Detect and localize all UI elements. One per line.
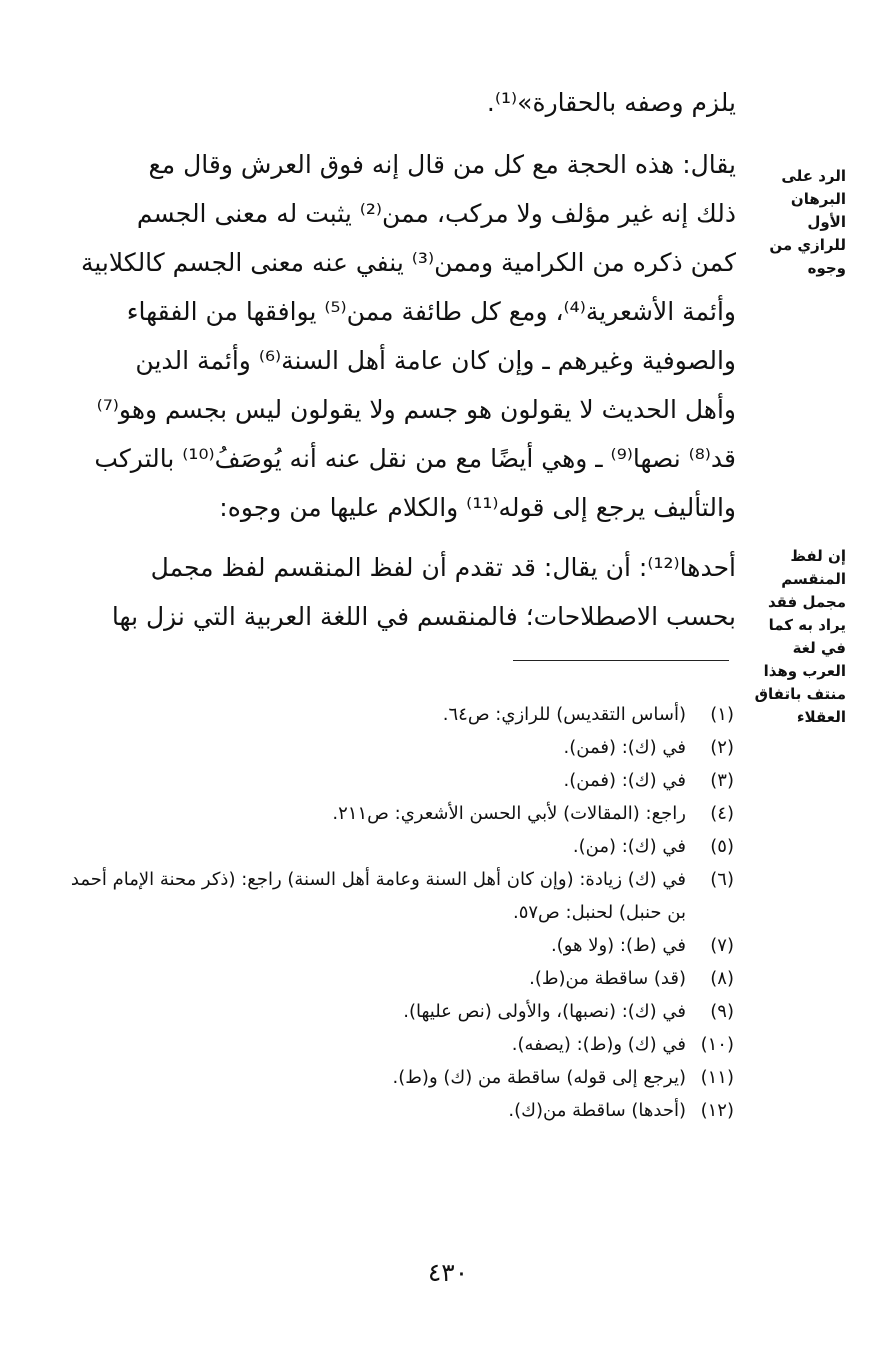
- footnote-text: (أحدها) ساقطة من(ك).: [508, 1100, 686, 1121]
- footnote-text: في (ط): (ولا هو).: [550, 935, 686, 956]
- text-line: يلزم وصفه بالحقارة»⁽¹⁾.: [486, 88, 736, 117]
- footnote-text: في (ك) زيادة: (وإن كان أهل السنة وعامة أهل السنة) راجع: (ذكر محنة الإمام أحمد بن حنبل) لحنبل: ص٥٧.: [70, 869, 686, 923]
- footnote-item: [58, 797, 734, 830]
- footnote-text: في (ك) و(ط): (يصفه).: [511, 1034, 686, 1055]
- footnote-item: [58, 962, 734, 995]
- footnote-text: في (ك): (نصبها)، والأولى (نص عليها).: [403, 1001, 686, 1022]
- footnote-item: [58, 731, 734, 764]
- text-line: والتأليف يرجع إلى قوله⁽¹¹⁾ والكلام عليها من وجوه:: [219, 493, 736, 522]
- footnote-item: [58, 1061, 734, 1094]
- text-line: كمن ذكره من الكرامية وممن⁽³⁾ ينفي عنه معنى الجسم كالكلابية: [80, 248, 736, 277]
- footnote-text: في (ك): (من).: [572, 836, 686, 857]
- main-text-opening-line: [66, 78, 736, 127]
- footnote-text: في (ك): (فمن).: [563, 737, 686, 758]
- margin-note-line: الرد على: [781, 167, 846, 185]
- footnote-number: (٦): [710, 869, 734, 890]
- margin-note-line: في لغة: [792, 639, 846, 657]
- footnote-number: (٤): [710, 803, 734, 824]
- footnote-number: (٢): [710, 737, 734, 758]
- page-number: ٤٣٠: [427, 1258, 469, 1287]
- main-paragraph-1: [66, 140, 736, 532]
- margin-note-line: العرب وهذا: [763, 662, 846, 680]
- text-line: وأهل الحديث لا يقولون هو جسم ولا يقولون ليس بجسم وهو⁽⁷⁾: [96, 395, 736, 424]
- footnote-item: [58, 1094, 734, 1127]
- footnote-number: (٩): [710, 1001, 734, 1022]
- footnote-number: (١٢): [700, 1100, 734, 1121]
- text-line: أحدها⁽¹²⁾: أن يقال: قد تقدم أن لفظ المنقسم لفظ مجمل: [150, 553, 736, 582]
- margin-note-line: للرازي من: [769, 236, 846, 254]
- footnote-number: (١٠): [700, 1034, 734, 1055]
- margin-note-line: المنقسم: [781, 570, 846, 588]
- footnote-number: (٧): [710, 935, 734, 956]
- margin-note-line: العقلاء: [796, 708, 846, 726]
- text-line: يقال: هذه الحجة مع كل من قال إنه فوق العرش وقال مع: [148, 150, 736, 179]
- footnote-number: (٣): [710, 770, 734, 791]
- footnote-item: [58, 830, 734, 863]
- margin-note-line: وجوه: [807, 259, 846, 277]
- margin-note-line: منتف باتفاق: [754, 685, 846, 703]
- footnote-text: (قد) ساقطة من(ط).: [529, 968, 686, 989]
- margin-note-line: مجمل فقد: [767, 593, 846, 611]
- footnote-item: [58, 764, 734, 797]
- footnote-divider: [513, 660, 729, 661]
- footnote-number: (٨): [710, 968, 734, 989]
- margin-note-1: [752, 165, 846, 280]
- footnote-number: (١١): [700, 1067, 734, 1088]
- margin-note-line: يراد به كما: [768, 616, 846, 634]
- text-line: ذلك إنه غير مؤلف ولا مركب، ممن⁽²⁾ يثبت له معنى الجسم: [136, 199, 736, 228]
- text-line: وأئمة الأشعرية⁽⁴⁾، ومع كل طائفة ممن⁽⁵⁾ يوافقها من الفقهاء: [126, 297, 736, 326]
- footnote-item: [58, 698, 734, 731]
- footnote-item: [58, 995, 734, 1028]
- footnote-number: (١): [710, 704, 734, 725]
- text-line: والصوفية وغيرهم ـ وإن كان عامة أهل السنة⁽⁶⁾ وأئمة الدين: [135, 346, 736, 375]
- text-line: قد⁽⁸⁾ نصها⁽⁹⁾ ـ وهي أيضًا مع من نقل عنه أنه يُوصَفُ⁽¹⁰⁾ بالتركب: [94, 444, 736, 473]
- footnote-item: [58, 1028, 734, 1061]
- footnote-text: في (ك): (فمن).: [563, 770, 686, 791]
- margin-note-line: البرهان الأول: [790, 190, 846, 231]
- margin-note-line: إن لفظ: [790, 547, 846, 565]
- footnote-number: (٥): [710, 836, 734, 857]
- text-line: بحسب الاصطلاحات؛ فالمنقسم في اللغة العربية التي نزل بها: [111, 602, 736, 631]
- footnote-text: (يرجع إلى قوله) ساقطة من (ك) و(ط).: [392, 1067, 686, 1088]
- main-paragraph-2: [66, 543, 736, 641]
- footnote-item: [58, 929, 734, 962]
- footnote-text: (أساس التقديس) للرازي: ص٦٤.: [442, 704, 686, 725]
- footnote-item: [58, 863, 734, 929]
- footnote-text: راجع: (المقالات) لأبي الحسن الأشعري: ص٢١١.: [332, 803, 686, 824]
- margin-note-2: [752, 545, 846, 729]
- footnotes: [58, 698, 734, 1127]
